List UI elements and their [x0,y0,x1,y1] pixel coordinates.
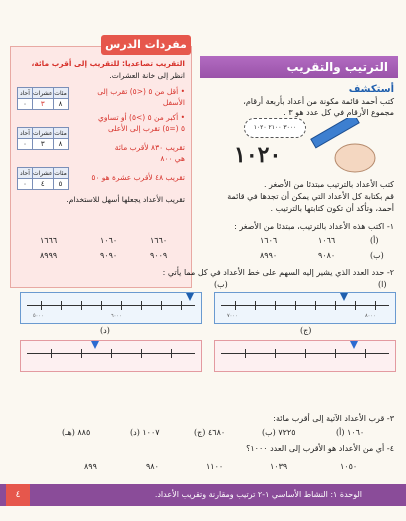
question-3: ٣- قرب الأعداد الآتية إلى أقرب مائة: [273,414,394,423]
question-1: ١- اكتب هذه الأعداد بالترتيب، مبتدئا من الأصغر : [234,222,394,231]
explore-text-5: أحمد، وتأكد أن تكون كتابتها بالترتيب . [270,204,394,213]
tick [275,301,276,310]
tick [81,349,82,358]
arrow-icon [340,293,348,301]
tick [141,349,142,358]
tick [181,301,182,310]
explore-text-3: كتب الأعداد بالترتيب مبتدئا من الأصغر . [263,180,394,189]
arrow-icon [91,341,99,349]
arrow-icon [350,341,358,349]
q1-number: ١٦٦٦ [40,236,58,245]
tick [161,301,162,310]
vocab-round-1b: هي ٨٠٠ [160,154,185,163]
tick [305,349,306,358]
q1-number: ١٠٦٠ [100,236,118,245]
vocab-round-1: تقريب ٨٣٠ لأقرب مائة [114,143,185,152]
tick [61,301,62,310]
q4-item: ٩٨٠ [146,462,159,471]
place-value-table-2 [17,127,69,150]
question-4: ٤- أي من الأعداد هو الأقرب إلى العدد ١٠٠٠؟ [246,444,394,453]
q3-item: (أ) ١٠٦٠ [336,428,365,437]
arrow-icon [186,293,194,301]
question-2: ٢- حدد العدد الذي يشير إليه السهم على خط الأعداد في كل مما يأتي : [162,268,394,277]
q4-item: ٨٩٩ [84,462,97,471]
q4-item: ١٠٥٠ [340,462,358,471]
tick [141,301,142,310]
table-head: آحاد [18,168,33,179]
table-head: عشرات [33,89,53,97]
table-cell: ٠ [18,139,33,150]
table-head: آحاد [18,128,33,139]
tick [315,301,316,310]
axis [27,305,195,306]
tick [335,301,336,310]
vocab-heading: مفردات الدرس [101,35,191,55]
axis-label: ٧٠٠٠ [227,313,238,319]
q1-number: ٩٠٨٠ [318,251,336,260]
table-cell: ٠ [18,99,33,110]
table-cell: ٣ [33,139,54,150]
axis-label: ٦٠٠٠ [111,313,122,319]
written-number: ١٠٢٠ [234,142,282,168]
q3-item: (ب) ٧٢٢٥ [262,428,296,437]
tick [335,349,336,358]
tick [255,301,256,310]
table-head: مئات [54,89,67,97]
q3-item: (د) ١٠٠٧ [130,428,160,437]
q1-number: ٨٩٩٠ [260,251,278,260]
axis [221,305,389,306]
q1-label-a: (أ) [370,236,379,245]
explore-heading: أستكشف [348,84,394,95]
q1-number: ١٠٦٦ [318,236,336,245]
q2-label: (ا) [378,280,387,289]
tick [171,349,172,358]
q1-number: ١٦٦٠ [150,236,168,245]
explore-text-1: كتب أحمد قائمة مكونة من أعداد بأربعة أرقام، [243,97,394,106]
axis-label: ٥٠٠٠ [33,313,44,319]
tick [235,301,236,310]
number-line-b [20,292,202,324]
place-value-table-3 [17,167,69,190]
table-cell: ٨ [53,139,68,150]
vocab-line-2: انظر إلى خانة العشرات. [109,71,185,80]
q4-item: ١١٠٠ [206,462,224,471]
tick [355,301,356,310]
explore-text-4: قم بكتابة كل الأعداد التي يمكن أن تجدها في قائمة [227,192,394,201]
table-head: عشرات [33,129,53,137]
pencil-hand-icon [300,118,380,178]
number-line-a [214,292,396,324]
thought-bubble: ٣٠٠٠ ٢١٠٠ ١٠٢٠ [244,118,306,138]
tick [101,301,102,310]
q3-item: (هـ) ٨٨٥ [62,428,91,437]
q2-label: (ب) [214,280,228,289]
table-cell: ٥ [53,179,68,190]
q1-number: ٨٩٩٩ [40,251,58,260]
tick [365,349,366,358]
tick [245,349,246,358]
table-cell: ٤ [33,179,54,190]
table-head: مئات [54,129,67,137]
vocab-bullet-2: • أكبر من ٥ (>٥) أو تساوي [98,113,185,122]
page-number: ٤ [6,484,30,506]
unit-footer: الوحدة ١: النشاط الأساسي ١-٢ ترتيب ومقارنة وتقريب الأعداد. [0,484,406,506]
q2-label: (ج) [300,326,312,335]
number-line-d [20,340,202,372]
q3-item: (ج) ٤٦٨٠ [194,428,226,437]
tick [51,349,52,358]
q1-number: ٩٠٩٠ [100,251,118,260]
q2-label: (د) [100,326,110,335]
tick [275,349,276,358]
tick [295,301,296,310]
vocab-tail: تقريب الأعداد يجعلها أسهل للاستخدام. [66,195,185,204]
axis-label: ٨٠٠٠ [365,313,376,319]
table-head: مئات [54,169,67,177]
tick [81,301,82,310]
number-line-c [214,340,396,372]
q1-label-b: (ب) [370,251,384,260]
tick [375,301,376,310]
q1-number: ٩٠٠٩ [150,251,168,260]
vocab-bullet-1: • أقل من ٥ (<٥) تقرب إلى [97,87,185,96]
vocab-bullet-2b: ٥ (=٥) تقرب إلى الأعلى [107,124,185,133]
q4-item: ١٠٣٩ [270,462,288,471]
table-cell: ٣ [33,99,54,110]
vocab-bullet-1b: الأسفل [162,98,185,107]
table-cell: ٠ [18,179,33,190]
explore-text-2: مجموع الأرقام في كل عدد هو ٣ . [283,108,394,117]
q1-number: ١٦٠٦ [260,236,278,245]
tick [121,301,122,310]
lesson-title: الترتيب والتقريب [200,56,398,78]
tick [41,301,42,310]
table-head: آحاد [18,88,33,99]
vocab-line-1: التقريب تصاعديا: للتقريب إلى أقرب مائة، [31,59,185,68]
place-value-table-1 [17,87,69,110]
vocab-round-2: تقريب ٤٨ لأقرب عشرة هو ٥٠ [91,173,185,182]
table-head: عشرات [33,169,53,177]
table-cell: ٨ [53,99,68,110]
tick [111,349,112,358]
